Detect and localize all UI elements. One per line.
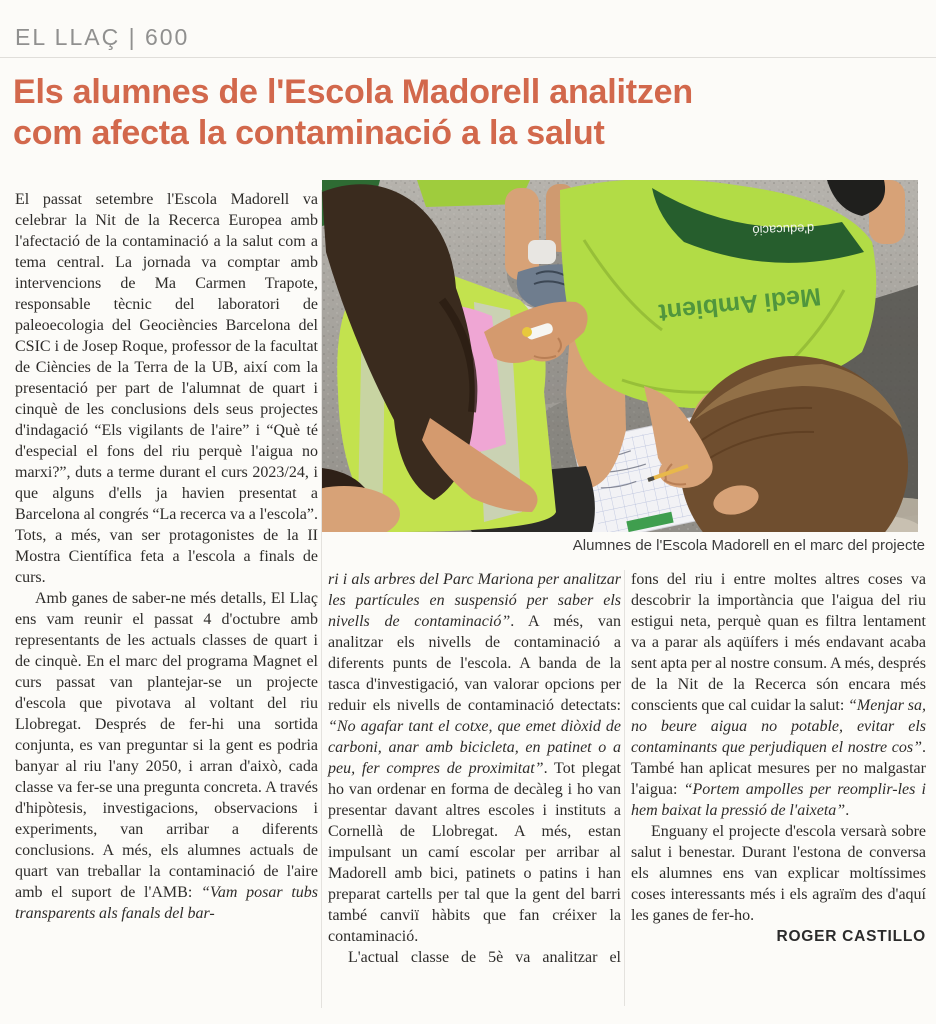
quote-run: ri i als arbres del Parc Mariona per analitzar les partícules en suspensió per saber els nivells de contaminació” xyxy=(328,571,621,630)
text-run: L'actual classe de 5è va analitzar el xyxy=(348,949,621,966)
paragraph xyxy=(15,588,318,924)
paragraph xyxy=(15,189,318,588)
sock xyxy=(528,240,556,264)
photo-illustration xyxy=(322,180,918,532)
text-run: . També han aplicat mesures per no malgastar l'aigua: xyxy=(631,739,926,798)
article-column-1 xyxy=(15,189,318,1009)
article-title-line2: com afecta la contaminació a la salut xyxy=(13,114,605,153)
vial-cap xyxy=(522,327,532,337)
paragraph xyxy=(631,569,926,821)
article-title xyxy=(13,72,913,155)
column-divider-2 xyxy=(624,570,625,1006)
paragraph xyxy=(328,947,621,968)
vest-patch-text: d'educació xyxy=(752,221,815,239)
vest-text: Medi Ambient xyxy=(657,282,823,327)
quote-run: “Portem ampolles per reomplir-les i hem baixat la pressió de l'aixeta” xyxy=(631,781,926,819)
byline: ROGER CASTILLO xyxy=(776,928,926,945)
quote-run: “Menjar sa, no beure aigua no potable, evitar els contaminants que perjudiquen el nostre cos” xyxy=(631,697,926,756)
text-run: . Tot plegat ho van ordenar en forma de decàleg i ho van presentar davant altres escoles i instituts a Cornellà de Llobregat. A més, estan impulsant un camí escolar per arribar al Madorell amb bici, patinets o patins i han preparat cartells per tal que la gent del barri també canviï hàbits que fan créixer la contaminació. xyxy=(328,760,621,945)
photo-caption: Alumnes de l'Escola Madorell en el marc del projecte xyxy=(572,537,925,554)
text-run: fons del riu i entre moltes altres coses va descobrir la importància que l'aigua del riu estigui neta, perquè quan es filtra lentament va a parar als aqüífers i més endavant acaba sent apta per al nostre consum. A més, després de la Nit de la Recerca són encara més conscients que cal cuidar la salut: xyxy=(631,571,926,714)
paragraph xyxy=(328,569,621,947)
article-column-2 xyxy=(328,569,621,1009)
masthead: EL LLAÇ | 600 xyxy=(15,24,190,50)
text-run: . xyxy=(845,802,850,819)
text-run: . A més, van analitzar els nivells de contaminació a diferents punts de l'escola. A banda de la tasca d'investigació, van valorar opcions per reduir els nivells de contaminació detectats: xyxy=(328,613,621,714)
article-column-3 xyxy=(631,569,926,1009)
text-run: El passat setembre l'Escola Madorell va celebrar la Nit de la Recerca Europea amb l'afectació de la contaminació a la salut com a tema central. La jornada va comptar amb intervencions de Ma Carmen Trapote, responsable tècnic del laboratori de paleoecologia del Geociències Barcelona del CSIC i de Josep Roque, professor de la facultat de Ciències de la Terra de la UB, així com la presentació per part de l'alumnat de quart i cinquè de les conclusions dels seus projectes d'indagació “Els vigilants de l'aire” i “Què té d'especial el fons del riu perquè l'aigua no marxi?”, duts a terme durant el curs 2023/24, i que alguns d'ells ja havien presentat a Barcelona al congrés “La recerca va a l'escola”. Tots, a més, van ser protagonistes de la II Mostra Científica feta a l'escola a finals de curs. xyxy=(15,191,318,586)
quote-run: “No agafar tant el cotxe, que emet diòxid de carboni, anar amb bicicleta, en patinet o a peu, fer compres de proximitat” xyxy=(328,718,621,777)
text-run: Enguany el projecte d'escola versarà sobre salut i benestar. Durant l'estona de conversa els alumnes ens van explicar moltíssimes coses interessants més i els agraïm des d'aquí les ganes de fer-ho. xyxy=(631,823,926,924)
quote-run: “Vam posar tubs transparents als fanals del bar- xyxy=(15,884,318,922)
article-photo xyxy=(322,180,918,532)
header-divider xyxy=(0,57,936,58)
text-run: Amb ganes de saber-ne més detalls, El Llaç ens vam reunir el passat 4 d'octubre amb representants de les actuals classes de quart i de cinquè. En el marc del programa Magnet el curs passat van plantejar-se un projecte d'escola que pivotava al voltant del riu Llobregat. Després de fer-hi una sortida conjunta, es van preguntar si la gent es podria banyar al riu l'any 2050, i arran d'això, cada classe va fer-se una pregunta concreta. A través d'hipòtesis, investigacions, observacions i experiments, van arribar a diferents conclusions. A més, els alumnes actuals de quart van treballar la contaminació de l'aire amb el suport de l'AMB: xyxy=(15,590,318,901)
article-title-line1: Els alumnes de l'Escola Madorell analitzen xyxy=(13,73,693,111)
standing-child-leg xyxy=(505,188,539,280)
paragraph xyxy=(631,821,926,926)
